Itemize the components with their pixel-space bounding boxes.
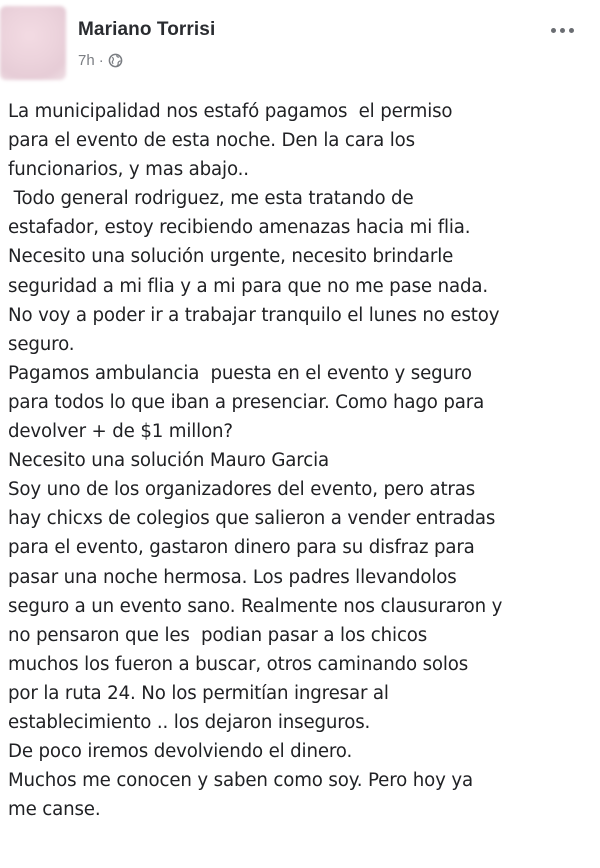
post-text-line: seguridad a mi flia y a mi para que no me pase nada. <box>8 275 488 297</box>
meta-separator: · <box>98 51 104 69</box>
post-text-line: para el evento, gastaron dinero para su disfraz para <box>8 537 475 559</box>
post-text-line: establecimiento .. los dejaron inseguros. <box>8 711 371 733</box>
post-text-line: estafador, estoy recibiendo amenazas hacia mi flia. <box>8 217 471 239</box>
more-options-dot <box>569 28 574 33</box>
post-text-line: seguro. <box>8 333 75 355</box>
author-avatar[interactable] <box>0 6 66 80</box>
post-text-line: seguro a un evento sano. Realmente nos clausuraron y <box>8 595 503 617</box>
post-text-line: Soy uno de los organizadores del evento, pero atras <box>8 479 476 501</box>
globe-icon <box>108 53 123 68</box>
post-text-line: Necesito una solución urgente, necesito brindarle <box>8 246 454 268</box>
post-text-line: De poco iremos devolviendo el dinero. <box>8 741 353 763</box>
post-text-line: hay chicxs de colegios que salieron a vender entradas <box>8 508 496 530</box>
post-text-line: funcionarios, y mas abajo.. <box>8 159 249 181</box>
post-text-line: pasar una noche hermosa. Los padres llevandolos <box>8 566 457 588</box>
post-text-line: para el evento de esta noche. Den la cara los <box>8 130 415 152</box>
more-options-icon <box>551 28 556 33</box>
post-timestamp[interactable]: 7h <box>78 51 95 69</box>
more-options-button[interactable] <box>544 18 580 42</box>
post-text-line: Necesito una solución Mauro Garcia <box>8 450 329 472</box>
post-text-line: La municipalidad nos estafó pagamos el permiso <box>8 101 453 122</box>
post-text-line: Muchos me conocen y saben como soy. Pero hoy ya <box>8 770 473 792</box>
post-text-line: no pensaron que les podian pasar a los chicos <box>8 624 428 646</box>
post-text-line: muchos los fueron a buscar, otros caminando solos <box>8 653 469 675</box>
post-text-line: Pagamos ambulancia puesta en el evento y seguro <box>8 362 472 384</box>
post-body <box>8 97 598 824</box>
author-name[interactable]: Mariano Torrisi <box>78 19 216 40</box>
post-text-line: devolver + de $1 millon? <box>8 421 233 443</box>
post-text-line: No voy a poder ir a trabajar tranquilo el lunes no estoy <box>8 304 500 326</box>
post-meta <box>78 50 123 70</box>
more-options-dot <box>560 28 565 33</box>
post-text-line: Todo general rodriguez, me esta tratando de <box>8 188 414 210</box>
post-text-line: para todos lo que iban a presenciar. Como hago para <box>8 391 485 413</box>
post-text-line: me canse. <box>8 799 101 821</box>
post-text-line: por la ruta 24. No los permitían ingresar al <box>8 682 389 704</box>
